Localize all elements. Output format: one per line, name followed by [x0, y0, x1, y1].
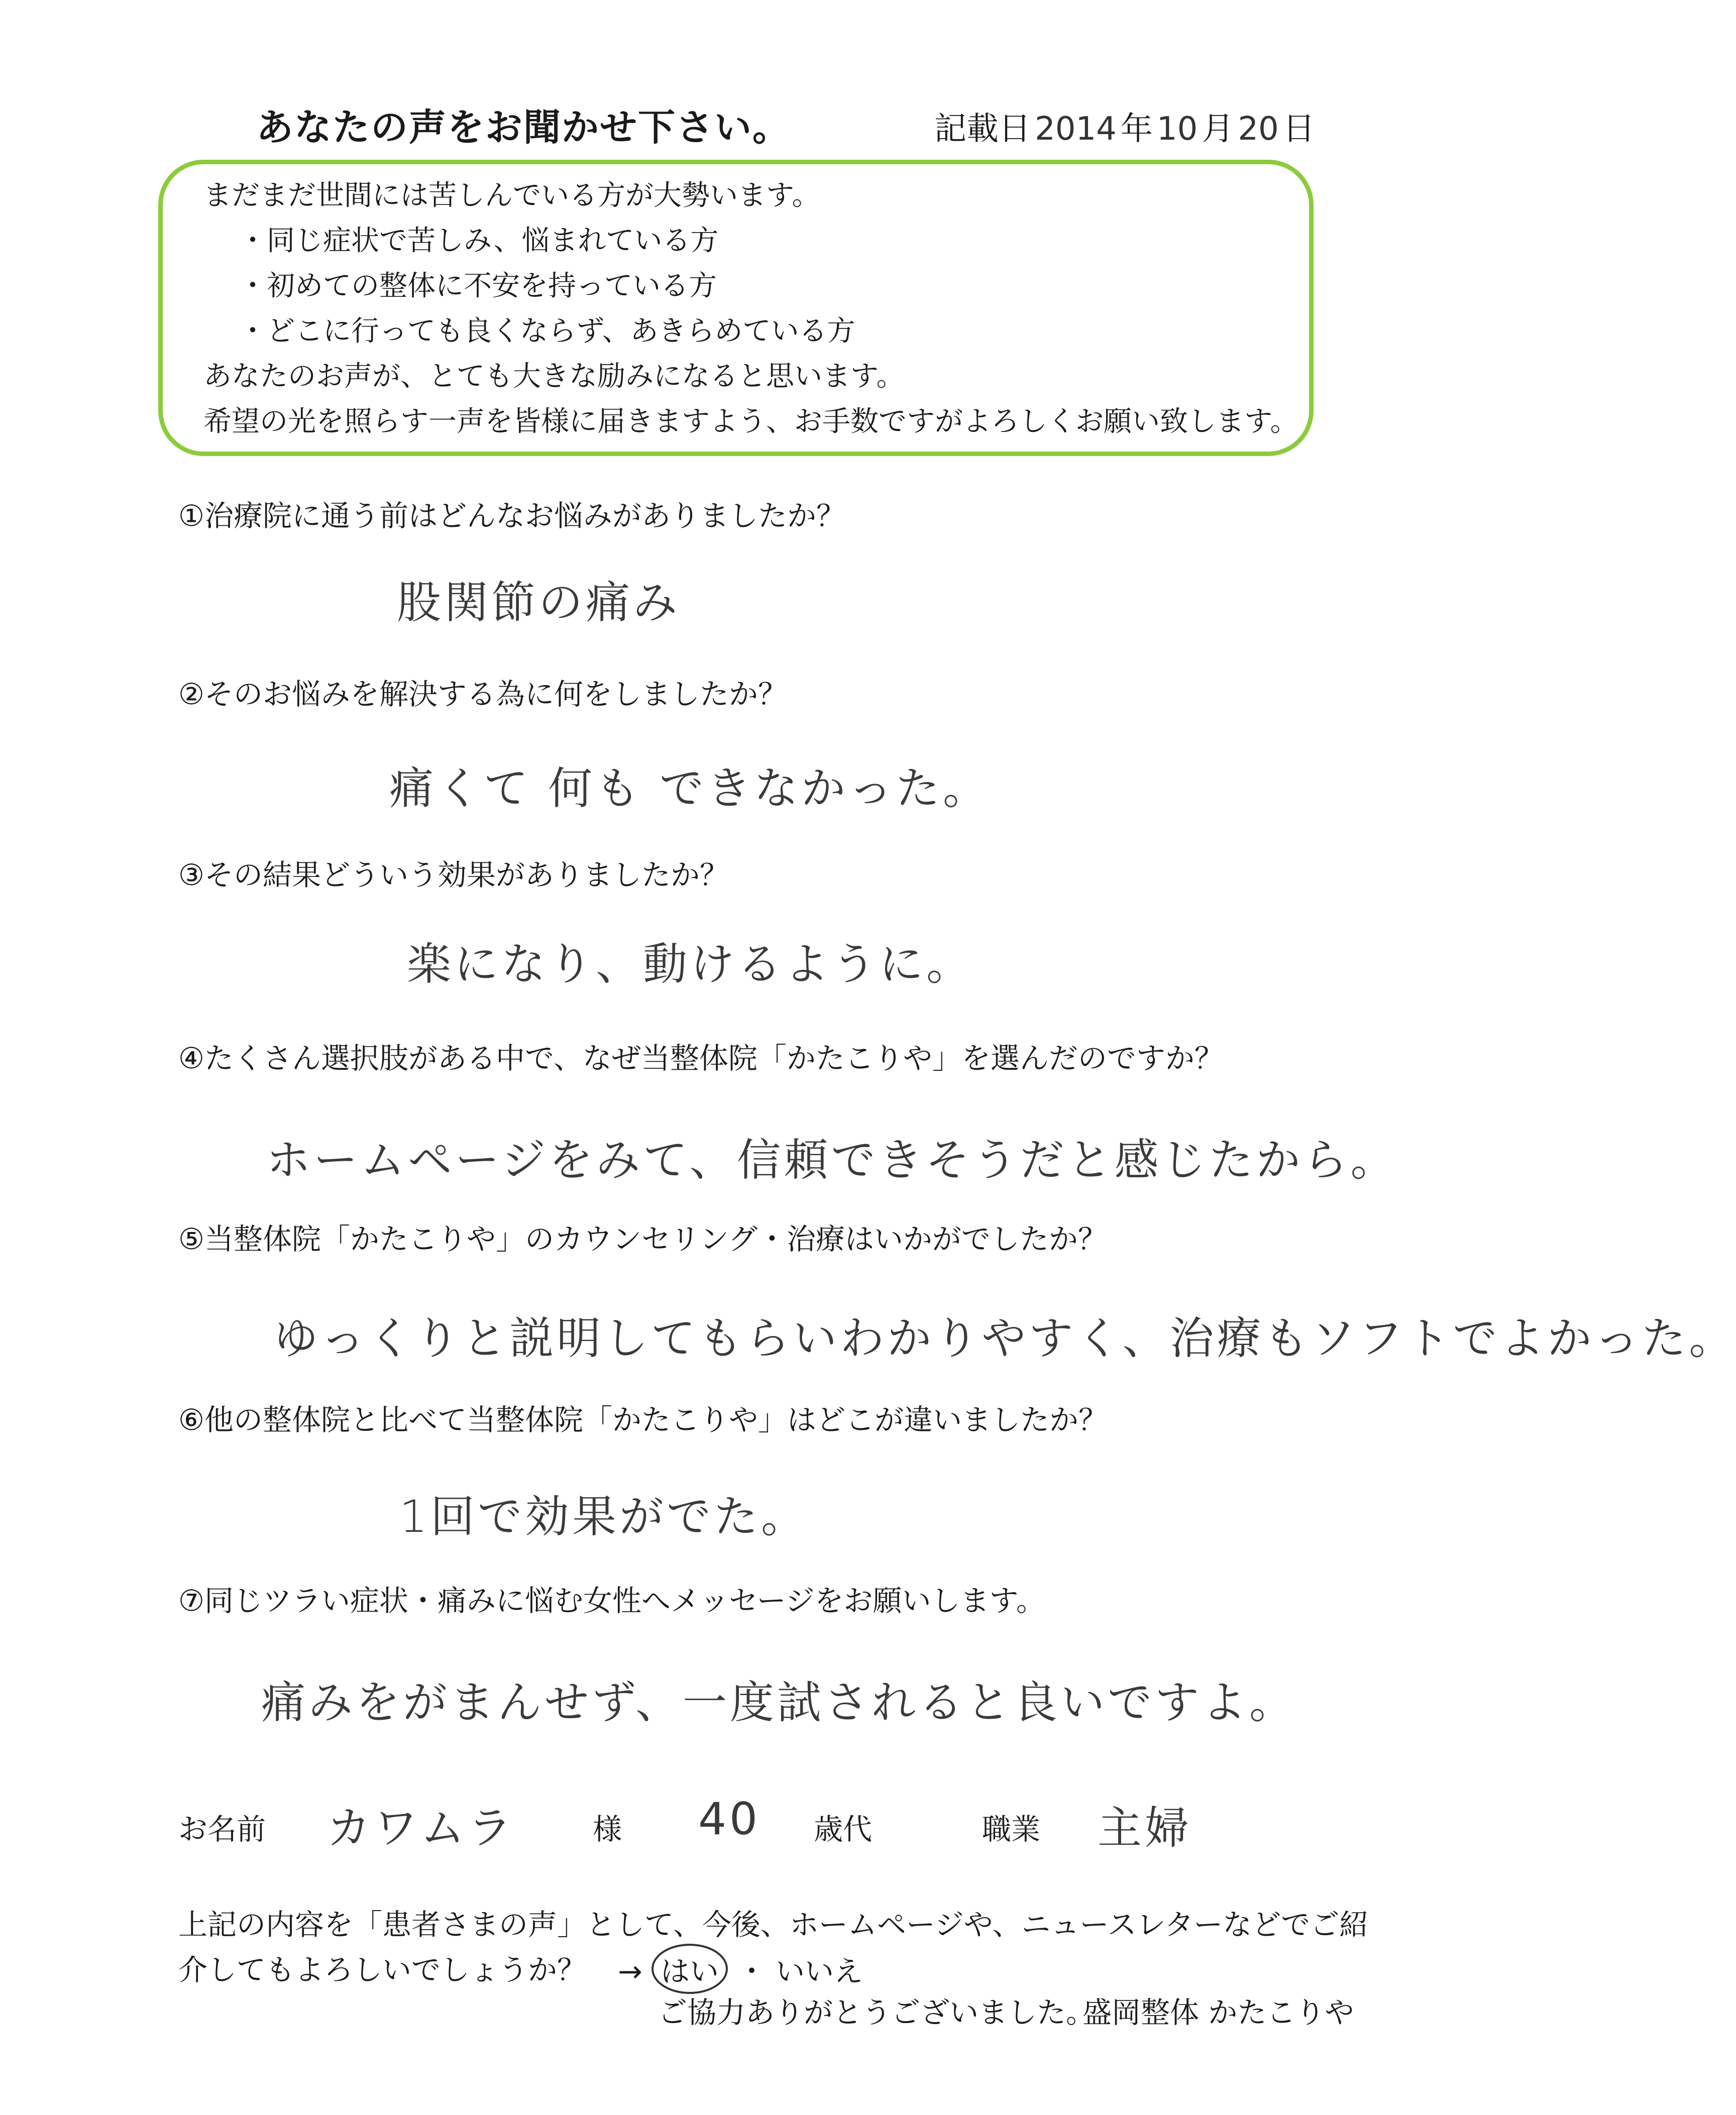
- answer-7: 痛みをがまんせず、一度試されると良いですよ。: [261, 1677, 1296, 1728]
- consent-choice: [618, 1944, 863, 1994]
- question-7: ⑦同じツラい症状・痛みに悩む女性へメッセージをお願いします。: [178, 1584, 1045, 1618]
- consent-no[interactable]: いいえ: [775, 1954, 863, 1988]
- answer-3: 楽になり、動けるように。: [407, 938, 974, 990]
- intro-line-2: あなたのお声が、とても大きな励みになると思います。: [203, 360, 905, 393]
- consent-line-2: 介してもよろしいでしょうか？: [178, 1953, 587, 1987]
- age-label: 歳代: [814, 1812, 873, 1846]
- question-6: ⑥他の整体院と比べて当整体院「かたこりや」はどこが違いましたか？: [178, 1403, 1108, 1437]
- intro-bullet-2: ・初めての整体に不安を持っている方: [239, 270, 717, 302]
- date-day: 20: [1238, 110, 1279, 148]
- job-label: 職業: [982, 1812, 1041, 1846]
- answer-5: ゆっくりと説明してもらいわかりやすく、治療もソフトでよかった。: [274, 1312, 1736, 1364]
- thanks-text: ご協力ありがとうございました。: [658, 1995, 1096, 2030]
- date-year: 2014: [1035, 110, 1117, 148]
- name-label: お名前: [178, 1812, 266, 1846]
- day-unit: 日: [1282, 110, 1315, 148]
- choice-separator: ・: [737, 1954, 767, 1988]
- answer-2: 痛くて 何も できなかった。: [389, 762, 990, 814]
- question-5: ⑤当整体院「かたこりや」のカウンセリング・治療はいかがでしたか？: [178, 1222, 1107, 1256]
- intro-line-1: まだまだ世間には苦しんでいる方が大勢います。: [203, 179, 820, 212]
- question-3: ③その結果どういう効果がありましたか？: [178, 858, 729, 892]
- consent-line-1: 上記の内容を「患者さまの声」として、今後、ホームページや、ニュースレターなどでご紹: [178, 1908, 1369, 1942]
- intro-line-3: 希望の光を照らす一声を皆様に届きますよう、お手数ですがよろしくお願い致します。: [203, 405, 1298, 438]
- clinic-name: 盛岡整体 かたこりや: [1082, 1995, 1354, 2030]
- year-unit: 年: [1120, 110, 1153, 148]
- intro-bullet-3: ・どこに行っても良くならず、あきらめている方: [239, 315, 855, 348]
- intro-bullet-1: ・同じ症状で苦しみ、悩まれている方: [239, 225, 719, 257]
- job-value: 主婦: [1098, 1802, 1192, 1854]
- month-unit: 月: [1202, 110, 1234, 148]
- consent-yes[interactable]: はい: [652, 1944, 728, 1994]
- question-1: ①治療院に通う前はどんなお悩みがありましたか？: [178, 499, 845, 533]
- honorific: 様: [593, 1812, 622, 1846]
- entry-date: [934, 103, 1315, 149]
- answer-6: 1回で効果がでた。: [399, 1491, 808, 1542]
- answer-4: ホームページをみて、信頼できそうだと感じたから。: [266, 1134, 1398, 1186]
- age-value: 40: [698, 1793, 761, 1845]
- name-value: カワムラ: [327, 1802, 515, 1854]
- question-2: ②そのお悩みを解決する為に何をしましたか？: [178, 677, 787, 711]
- date-month: 10: [1156, 110, 1198, 148]
- page-title: あなたの声をお聞かせ下さい。: [256, 106, 791, 149]
- answer-1: 股関節の痛み: [397, 577, 681, 628]
- arrow-icon: →: [618, 1954, 642, 1988]
- date-label: 記載日: [934, 110, 1031, 148]
- question-4: ④たくさん選択肢がある中で、なぜ当整体院「かたこりや」を選んだのですか？: [178, 1041, 1224, 1075]
